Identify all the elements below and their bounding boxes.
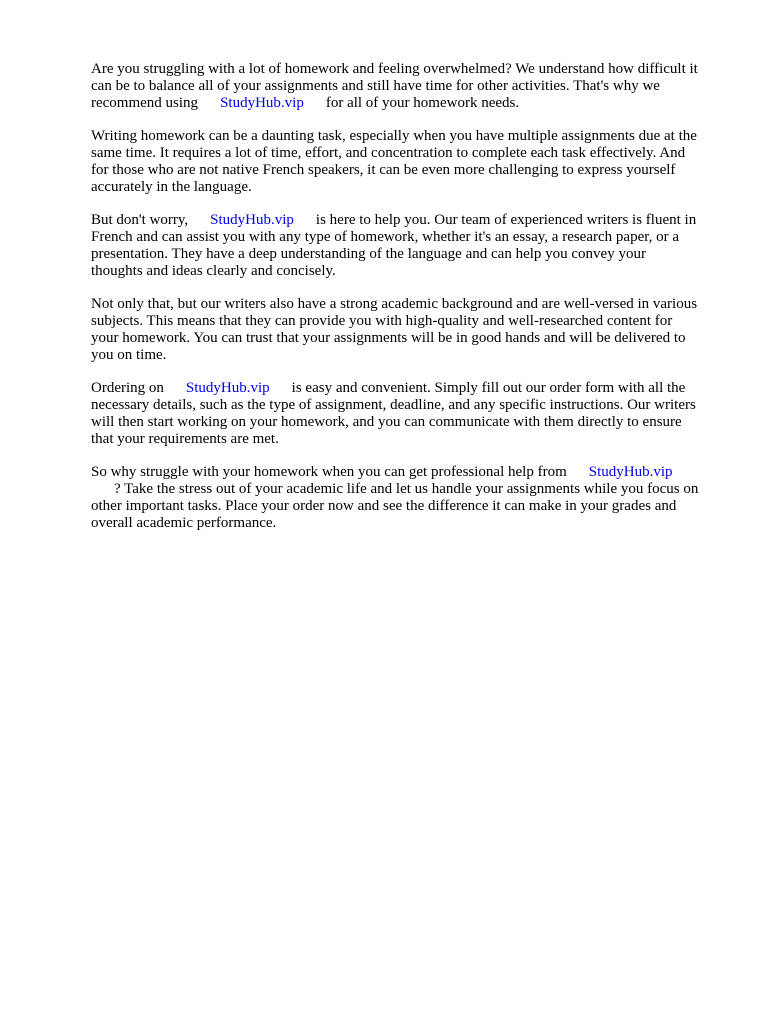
text-segment: for all of your homework needs. xyxy=(325,95,520,111)
text-line: thoughts and ideas clearly and concisely. xyxy=(91,263,336,279)
text-segment: is here to help you. Our team of experienced writers is fluent in xyxy=(315,212,697,228)
paragraph xyxy=(91,380,727,448)
text-line: accurately in the language. xyxy=(91,179,252,195)
paragraph xyxy=(91,464,727,532)
text-line xyxy=(91,212,727,229)
text-line: Not only that, but our writers also have a strong academic background and are well-versed in various xyxy=(91,296,698,312)
text-line: Are you struggling with a lot of homework and feeling overwhelmed? We understand how difficult it xyxy=(91,61,698,77)
text-line: you on time. xyxy=(91,347,167,363)
studyhub-link[interactable]: StudyHub.vip xyxy=(220,95,304,111)
text-line: Writing homework can be a daunting task, especially when you have multiple assignments due at the xyxy=(91,128,697,144)
text-segment: So why struggle with your homework when you can get professional help from xyxy=(91,464,567,480)
text-line xyxy=(91,481,727,498)
paragraph xyxy=(91,128,727,196)
text-segment: recommend using xyxy=(91,95,199,111)
text-segment: But don't worry, xyxy=(91,212,189,228)
text-segment: Ordering on xyxy=(91,380,164,396)
paragraph xyxy=(91,296,727,364)
text-line: will then start working on your homework, and you can communicate with them directly to ensure xyxy=(91,414,682,430)
paragraph xyxy=(91,212,727,280)
text-line xyxy=(91,380,727,397)
text-line: subjects. This means that they can provide you with high-quality and well-researched content for xyxy=(91,313,673,329)
text-line: can be to balance all of your assignments and still have time for other activities. That's why we xyxy=(91,78,660,94)
text-line: same time. It requires a lot of time, effort, and concentration to complete each task effectively. And xyxy=(91,145,686,161)
text-line: other important tasks. Place your order now and see the difference it can make in your grades and xyxy=(91,498,677,514)
text-line: that your requirements are met. xyxy=(91,431,279,447)
document-body xyxy=(91,61,727,548)
paragraph xyxy=(91,61,727,112)
text-line xyxy=(91,464,727,481)
text-line: for those who are not native French speakers, it can be even more challenging to express yourself xyxy=(91,162,676,178)
studyhub-link[interactable]: StudyHub.vip xyxy=(210,212,294,228)
text-segment: is easy and convenient. Simply fill out our order form with all the xyxy=(291,380,686,396)
text-line: necessary details, such as the type of assignment, deadline, and any specific instructions. Our writers xyxy=(91,397,696,413)
text-segment: ? Take the stress out of your academic life and let us handle your assignments while you focus on xyxy=(114,481,699,497)
text-line xyxy=(91,95,727,112)
studyhub-link[interactable]: StudyHub.vip xyxy=(185,380,270,396)
text-line: your homework. You can trust that your assignments will be in good hands and will be delivered to xyxy=(91,330,686,346)
studyhub-link[interactable]: StudyHub.vip xyxy=(588,464,673,480)
text-line: presentation. They have a deep understanding of the language and can help you convey your xyxy=(91,246,646,262)
text-line: overall academic performance. xyxy=(91,515,277,531)
text-line: French and can assist you with any type of homework, whether it's an essay, a research paper, or a xyxy=(91,229,680,245)
